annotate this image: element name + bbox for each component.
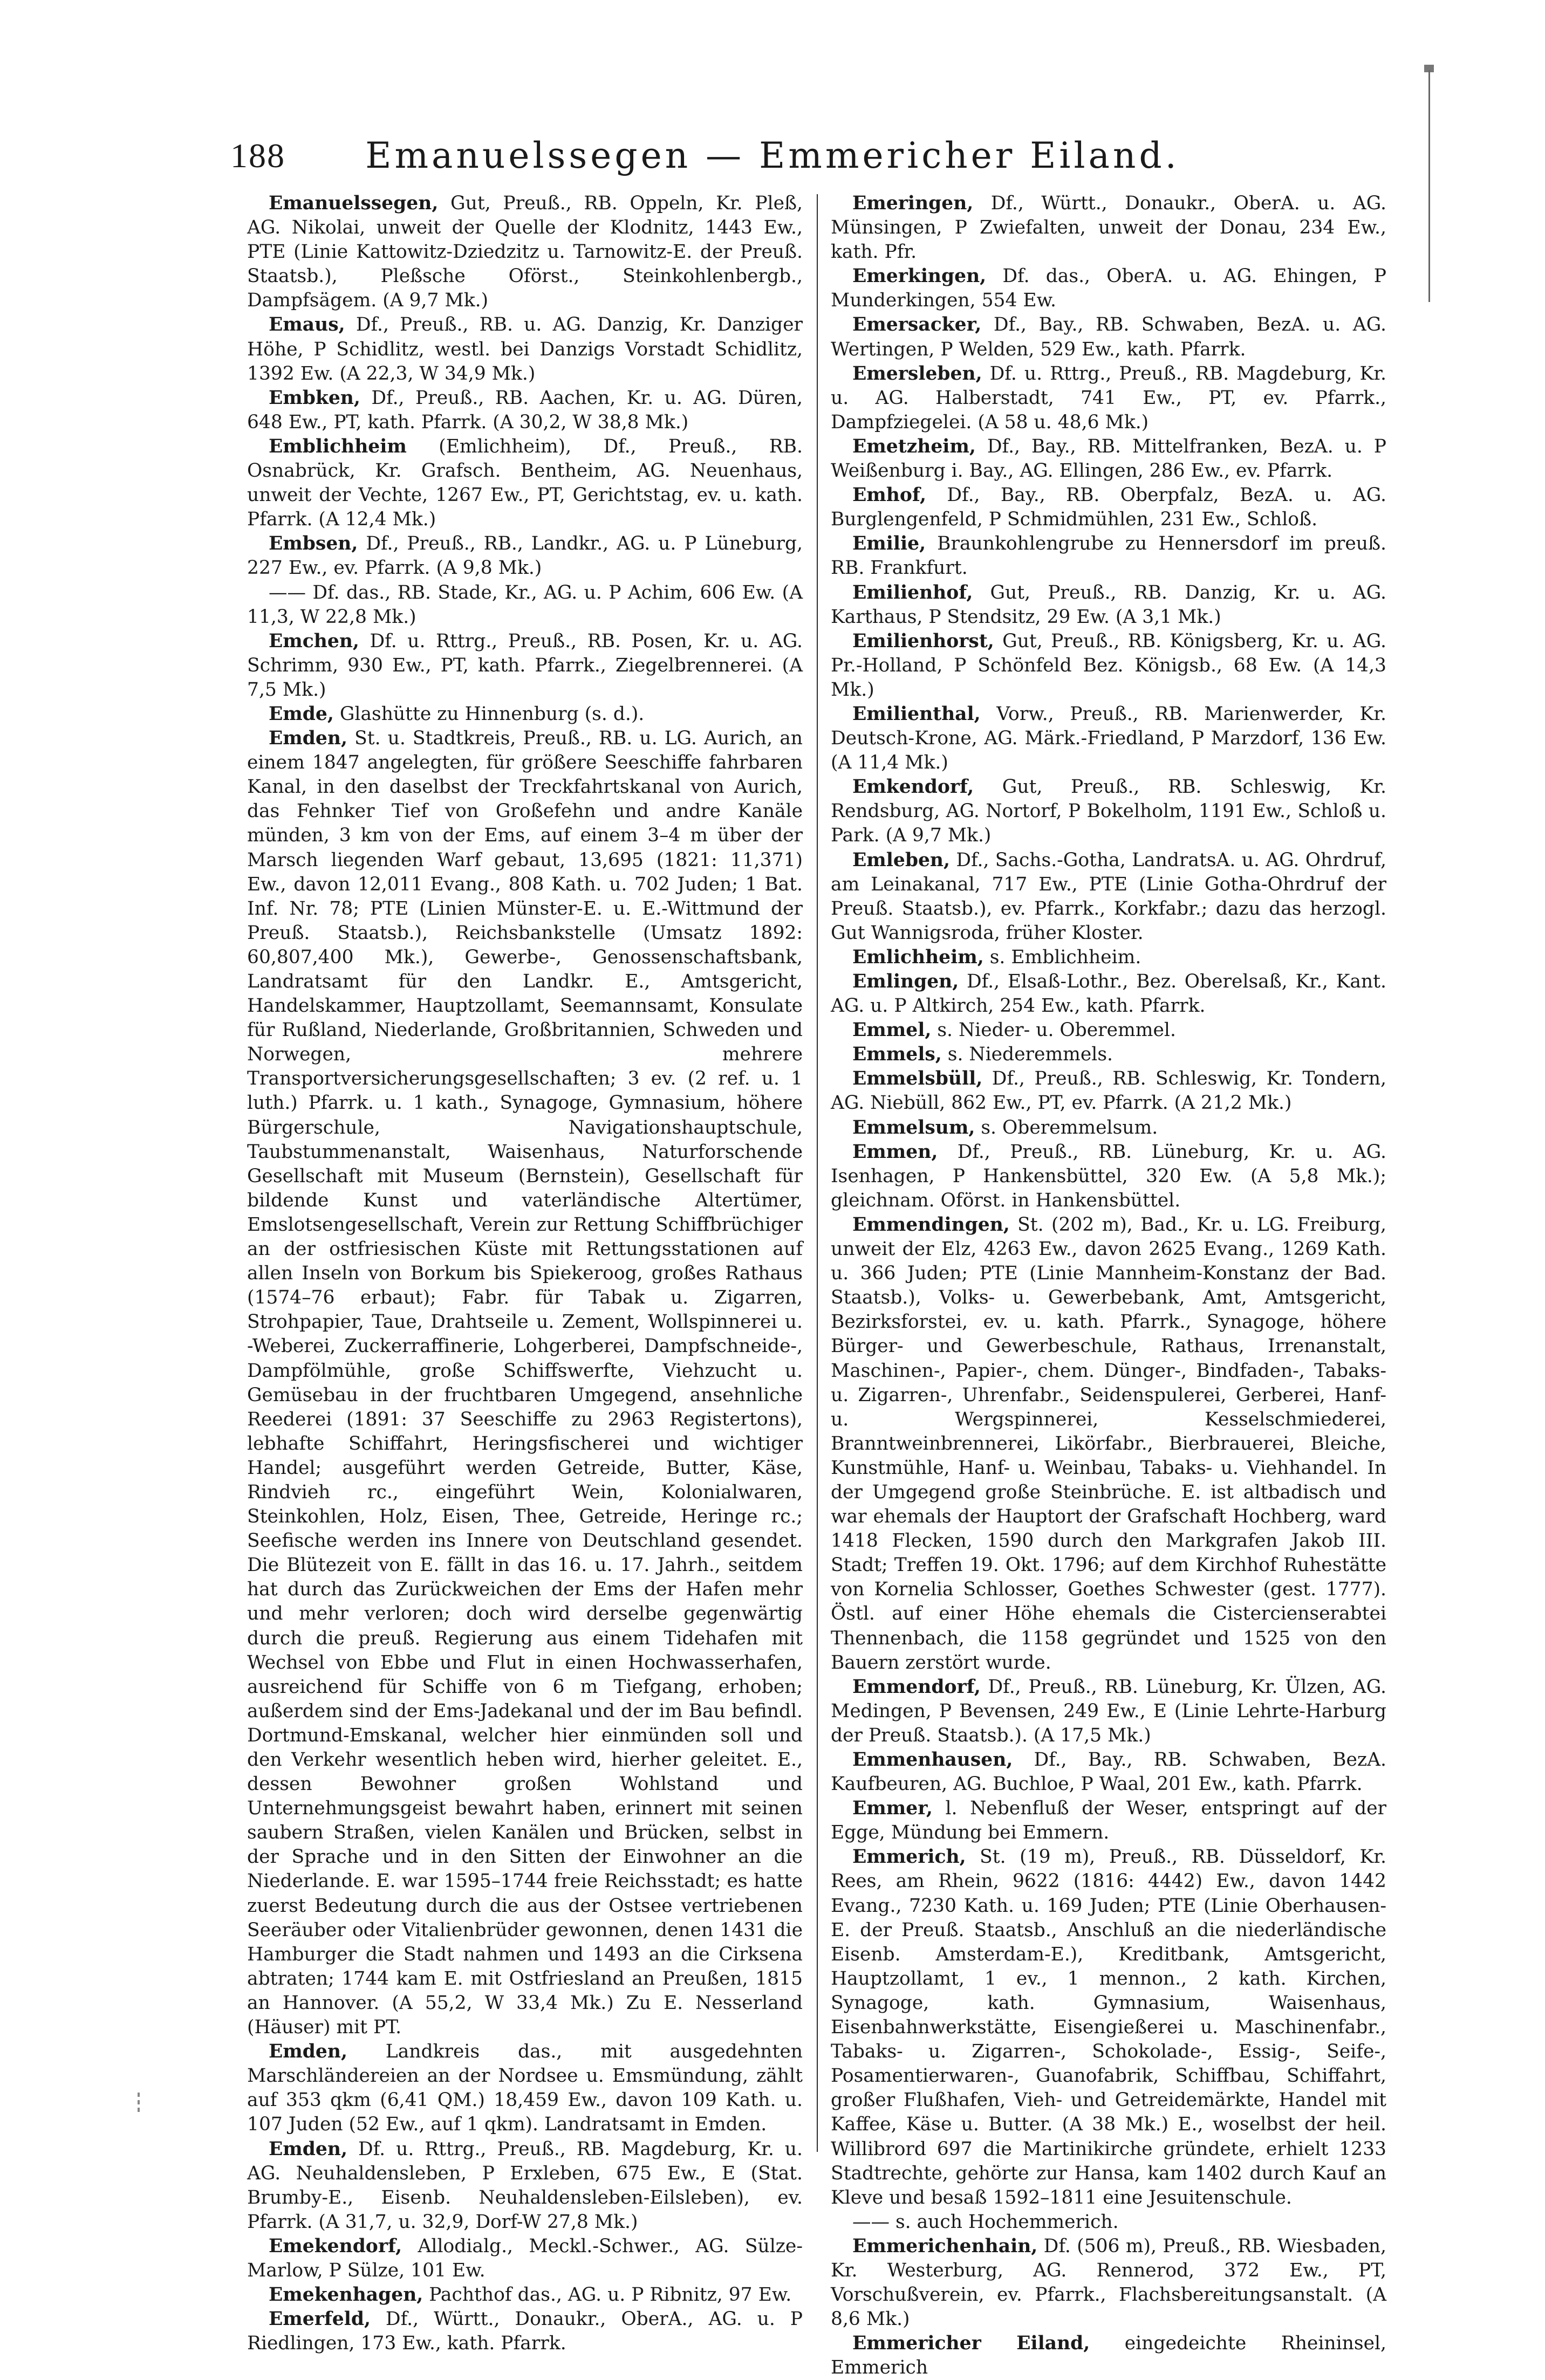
gazetteer-entry — [831, 1042, 1386, 1067]
entry-headword: Emerkingen, — [852, 265, 987, 287]
gazetteer-entry — [831, 2234, 1386, 2331]
entry-text: St. u. Stadtkreis, Preuß., RB. u. LG. Aurich, an einem 1847 angelegten, für größere Seeschiffe fahrbaren Kanal, in den daselbst der Treckfahrtskanal von Aurich, das Fehnker Tief von Großefehn und andre Kanäle münden, 3 km von der Ems, auf einem 3–4 m über der Marsch liegenden Warf gebaut, 13,695 (1821: 11,371) Ew., davon 12,011 Evang., 808 Kath. u. 702 Juden; 1 Bat. Inf. Nr. 78; PTE (Linien Münster-E. u. E.-Wittmund der Preuß. Staatsb.), Reichsbankstelle (Umsatz 1892: 60,807,400 Mk.), Gewerbe-, Genossenschaftsbank, Landratsamt für den Landkr. E., Amtsgericht, Handelskammer, Hauptzollamt, Seemannsamt, Konsulate für Rußland, Niederlande, Großbritannien, Schweden und Norwegen, mehrere Transportversicherungsgesellschaften; 3 ev. (2 ref. u. 1 luth.) Pfarrk. u. 1 kath., Synagoge, Gymnasium, höhere Bürgerschule, Navigationshauptschule, Taubstummenanstalt, Waisenhaus, Naturforschende Gesellschaft mit Museum (Bernstein), Gesellschaft für bildende Kunst und vaterländische Altertümer, Emslotsengesellschaft, Verein zur Rettung Schiffbrüchiger an der ostfriesischen Küste mit Rettungsstationen auf allen Inseln von Borkum bis Spiekeroog, großes Rathaus (1574–76 erbaut); Fabr. für Tabak u. Zigarren, Strohpapier, Taue, Drahtseile u. Zement, Wollspinnerei u. -Weberei, Zuckerraffinerie, Lohgerberei, Dampfschneide-, Dampfölmühle, große Schiffswerfte, Viehzucht u. Gemüsebau in der fruchtbaren Umgegend, ansehnliche Reederei (1891: 37 Seeschiffe zu 2963 Registertons), lebhafte Schiffahrt, Heringsfischerei und wichtiger Handel; ausgeführt werden Getreide, Butter, Käse, Rindvieh rc., eingeführt Wein, Kolonialwaren, Steinkohlen, Holz, Eisen, Thee, Getreide, Heringe rc.; Seefische werden ins Innere von Deutschland gesendet. Die Blütezeit von E. fällt in das 16. u. 17. Jahrh., seitdem hat durch das Zurückweichen der Ems der Hafen mehr und mehr verloren; doch wird derselbe gegenwärtig durch die preuß. Regierung aus einem Tidehafen mit Wechsel von Ebbe und Flut in einen Hochwasserhafen, ausreichend für Schiffe von 6 m Tiefgang, erhoben; außerdem sind der Ems-Jadekanal und der im Bau befindl. Dortmund-Emskanal, welcher hier einmünden soll und den Verkehr wesentlich heben wird, hierher geleitet. E., dessen Bewohner großen Wohlstand und Unternehmungsgeist bewahrt haben, erinnert mit seinen saubern Straßen, vielen Kanälen und Brücken, selbst in der Sprache und in den Sitten der Einwohner an die Niederlande. E. war 1595–1744 freie Reichsstadt; es hatte zuerst Bedeutung durch die aus der Ostsee vertriebenen Seeräuber oder Vitalienbrüder gewonnen, denen 1431 die Hamburger die Stadt nahmen und 1493 an die Cirksena abtraten; 1744 kam E. mit Ostfriesland an Preußen, 1815 an Hannover. (A 55,2, W 33,4 Mk.) Zu E. Nesserland (Häuser) mit PT. — [247, 728, 803, 2039]
entry-text: Df. u. Rttrg., Preuß., RB. Magdeburg, Kr. u. AG. Neuhaldensleben, P Erxleben, 675 Ew., E (Stat. Brumby-E., Eisenb. Neuhaldensleben-Eilsleben), ev. Pfarrk. (A 31,7, u. 32,9, Dorf-W 27,8 Mk.) — [247, 2138, 803, 2233]
entry-text: Df., Bay., RB. Mittelfranken, BezA. u. P Weißenburg i. Bay., AG. Ellingen, 286 Ew., ev. Pfarrk. — [831, 435, 1386, 482]
entry-text: (Emlichheim), Df., Preuß., RB. Osnabrück, Kr. Grafsch. Bentheim, AG. Neuenhaus, unweit der Vechte, 1267 Ew., PT, Gerichtstag, ev. u. kath. Pfarrk. (A 12,4 Mk.) — [247, 435, 803, 531]
entry-headword: Emden, — [269, 728, 347, 750]
gazetteer-entry — [831, 581, 1386, 629]
gazetteer-entry — [831, 702, 1386, 775]
gazetteer-entry — [831, 191, 1386, 264]
entry-text: Gut, Preuß., RB. Oppeln, Kr. Pleß, AG. Nikolai, unweit der Quelle der Klodnitz, 1443 Ew., PTE (Linie Kattowitz-Dziedzitz u. Tarnowitz-E. der Preuß. Staatsb.), Pleßsche Oförst., Steinkohlenbergb., Dampfsägem. (A 9,7 Mk.) — [247, 193, 803, 312]
entry-text: Df., Sachs.-Gotha, LandratsA. u. AG. Ohrdruf, am Leinakanal, 717 Ew., PTE (Linie Gotha-Ohrdruf der Preuß. Staatsb.), ev. Pfarrk., Korkfabr.; dazu das herzogl. Gut Wannigsroda, früher Kloster. — [831, 849, 1386, 944]
entry-text: Df., Preuß., RB., Landkr., AG. u. P Lüneburg, 227 Ew., ev. Pfarrk. (A 9,8 Mk.) — [247, 533, 803, 579]
page-number: 188 — [230, 136, 285, 175]
entry-text: Vorw., Preuß., RB. Marienwerder, Kr. Deutsch-Krone, AG. Märk.-Friedland, P Marzdorf, 136 Ew. (A 11,4 Mk.) — [831, 703, 1386, 774]
entry-text: Df., Württ., Donaukr., OberA., AG. u. P Riedlingen, 173 Ew., kath. Pfarrk. — [247, 2308, 803, 2355]
entry-headword: Emlingen, — [852, 971, 959, 992]
gazetteer-entry — [831, 1213, 1386, 1675]
gazetteer-entry — [247, 726, 803, 2040]
entry-headword: Emmels, — [852, 1044, 942, 1066]
entry-headword: Emilienhof, — [852, 581, 973, 603]
entry-headword: Emetzheim, — [852, 435, 976, 457]
gazetteer-entry — [247, 702, 803, 726]
entry-text: Df. das., OberA. u. AG. Ehingen, P Munderkingen, 554 Ew. — [831, 265, 1386, 312]
gazetteer-entry — [831, 1845, 1386, 2210]
entry-text: Landkreis das., mit ausgedehnten Marschländereien an der Nordsee u. Emsmündung, zählt auf 353 qkm (6,41 QM.) 18,459 Ew., davon 109 Kath. u. 107 Juden (52 Ew., auf 1 qkm). Landratsamt in Emden. — [247, 2041, 803, 2136]
gazetteer-entry — [831, 1018, 1386, 1042]
gazetteer-entry — [247, 191, 803, 313]
gazetteer-entry — [831, 435, 1386, 483]
entry-headword: Emmelsbüll, — [852, 1068, 983, 1090]
entry-headword: Emmen, — [852, 1141, 938, 1163]
entry-headword: Emmerichenhain, — [852, 2235, 1038, 2257]
gazetteer-entry — [247, 2137, 803, 2234]
left-column — [247, 191, 803, 2356]
gazetteer-entry — [247, 386, 803, 435]
entry-text: Gut, Preuß., RB. Danzig, Kr. u. AG. Karthaus, P Stendsitz, 29 Ew. (A 3,1 Mk.) — [831, 581, 1386, 628]
entry-headword: Emmel, — [852, 1019, 932, 1041]
margin-tack-mark — [1424, 54, 1434, 307]
entry-text: —— s. auch Hochemmerich. — [852, 2211, 1119, 2233]
gazetteer-entry — [831, 1796, 1386, 1845]
entry-text: Df., Preuß., RB. Lüneburg, Kr. Ülzen, AG. Medingen, P Bevensen, 249 Ew., E (Linie Lehrte-Harburg der Preuß. Staatsb.). (A 17,5 Mk.) — [831, 1676, 1386, 1746]
running-head: Emanuelssegen — Emmericher Eiland. — [365, 135, 1180, 176]
entry-text: St. (19 m), Preuß., RB. Düsseldorf, Kr. Rees, am Rhein, 9622 (1816: 4442) Ew., davon 1442 Evang., 7230 Kath. u. 169 Juden; PTE (Linie Oberhausen-E. der Preuß. Staatsb., Anschluß an die niederländische Eisenb. Amsterdam-E.), Kreditbank, Amtsgericht, Hauptzollamt, 1 ev., 1 mennon., 2 kath. Kirchen, Synagoge, kath. Gymnasium, Waisenhaus, Eisenbahnwerkstätte, Eisengießerei u. Maschinenfabr., Tabaks- u. Zigarren-, Schokolade-, Essig-, Seife-, Posamentierwaren-, Guanofabrik, Schiffbau, Schiffahrt, großer Flußhafen, Vieh- und Getreidemärkte, Handel mit Kaffee, Käse u. Butter. (A 38 Mk.) E., woselbst der heil. Willibrord 697 die Martinikirche gründete, erhielt 1233 Stadtrechte, gehörte zur Hansa, kam 1402 durch Kauf an Kleve und besaß 1592–1811 eine Jesuitenschule. — [831, 1846, 1386, 2208]
entry-text: Gut, Preuß., RB. Königsberg, Kr. u. AG. Pr.-Holland, P Schönfeld Bez. Königsb., 68 Ew. (A 14,3 Mk.) — [831, 630, 1386, 701]
entry-text: St. (202 m), Bad., Kr. u. LG. Freiburg, unweit der Elz, 4263 Ew., davon 2625 Evang., 1269 Kath. u. 366 Juden; PTE (Linie Mannheim-Konstanz der Bad. Staatsb.), Volks- u. Gewerbebank, Amt, Amtsgericht, Bezirksforstei, ev. u. kath. Pfarrk., Synagoge, höhere Bürger- und Gewerbeschule, Rathaus, Irrenanstalt, Maschinen-, Papier-, chem. Dünger-, Bindfaden-, Tabaks- u. Zigarren-, Uhrenfabr., Seidenspulerei, Gerberei, Hanf- u. Wergspinnerei, Kesselschmiederei, Branntweinbrennerei, Likörfabr., Bierbrauerei, Bleiche, Kunstmühle, Hanf- u. Weinbau, Tabaks- u. Viehhandel. In der Umgegend große Steinbrüche. E. ist altbadisch und war ehemals der Hauptort der Grafschaft Hochberg, ward 1418 Flecken, 1590 durch den Markgrafen Jakob III. Stadt; Treffen 19. Okt. 1796; auf dem Kirchhof Ruhestätte von Kornelia Schlosser, Goethes Schwester (gest. 1777). Östl. auf einer Höhe ehemals die Cistercienserabtei Thennenbach, die 1158 gegründet und 1525 von den Bauern zerstört wurde. — [831, 1213, 1386, 1673]
gazetteer-entry — [831, 629, 1386, 702]
entry-text: Braunkohlengrube zu Hennersdorf im preuß. RB. Frankfurt. — [831, 533, 1386, 579]
scan-speck — [138, 2100, 140, 2104]
column-divider — [817, 194, 818, 2152]
entry-text: Df., Elsaß-Lothr., Bez. Oberelsaß, Kr., Kant. AG. u. P Altkirch, 254 Ew., kath. Pfarrk. — [831, 971, 1386, 1017]
entry-text: s. Oberemmelsum. — [975, 1116, 1158, 1138]
entry-headword: Emmendingen, — [852, 1213, 1010, 1236]
entry-headword: Emhof, — [852, 484, 926, 506]
gazetteer-entry — [831, 313, 1386, 361]
scan-speck-marks — [136, 2093, 141, 2115]
gazetteer-entry — [247, 2234, 803, 2283]
entry-text: Df., Württ., Donaukr., OberA. u. AG. Münsingen, P Zwiefalten, unweit der Donau, 234 Ew., kath. Pfr. — [831, 193, 1386, 263]
entry-headword: Emmerich, — [852, 1846, 966, 1868]
entry-headword: Emilienthal, — [852, 703, 981, 725]
entry-text: Df. u. Rttrg., Preuß., RB. Posen, Kr. u. AG. Schrimm, 930 Ew., PT, kath. Pfarrk., Ziegelbrennerei. (A 7,5 Mk.) — [247, 630, 803, 701]
entry-headword: Emerfeld, — [269, 2308, 371, 2330]
entry-headword: Emmelsum, — [852, 1116, 975, 1138]
gazetteer-entry — [247, 2307, 803, 2356]
gazetteer-entry — [831, 1140, 1386, 1213]
gazetteer-entry — [247, 313, 803, 386]
entry-headword: Embken, — [269, 387, 360, 409]
gazetteer-entry — [831, 483, 1386, 532]
entry-headword: Emersleben, — [852, 362, 982, 385]
gazetteer-entry — [831, 1116, 1386, 1140]
entry-headword: Emblichheim — [269, 435, 407, 457]
margin-tack-stem — [1428, 70, 1430, 302]
gazetteer-entry — [831, 2331, 1386, 2380]
entry-headword: Emlichheim, — [852, 946, 984, 968]
entry-headword: Embsen, — [269, 533, 358, 555]
entry-headword: Emden, — [269, 2041, 347, 2063]
entry-headword: Emilie, — [852, 533, 926, 555]
gazetteer-entry — [831, 848, 1386, 945]
entry-headword: Emmendorf, — [852, 1676, 981, 1698]
entry-headword: Emmenhausen, — [852, 1749, 1013, 1771]
scan-speck — [138, 2093, 140, 2097]
entry-headword: Emersacker, — [852, 314, 982, 336]
entry-headword: Emkendorf, — [852, 776, 974, 798]
gazetteer-entry — [247, 581, 803, 629]
entry-headword: Emden, — [269, 2138, 347, 2160]
entry-text: Df., Preuß., RB. Schleswig, Kr. Tondern, AG. Niebüll, 862 Ew., PT, ev. Pfarrk. (A 21,2 Mk.) — [831, 1068, 1386, 1114]
entry-headword: Emanuelssegen, — [269, 193, 439, 214]
entry-text: Pachthof das., AG. u. P Ribnitz, 97 Ew. — [423, 2284, 792, 2306]
gazetteer-entry — [831, 970, 1386, 1018]
entry-headword: Emekendorf, — [269, 2235, 402, 2257]
gazetteer-entry — [831, 1067, 1386, 1115]
gazetteer-entry — [831, 2210, 1386, 2234]
gazetteer-entry — [247, 2040, 803, 2137]
gazetteer-entry — [247, 532, 803, 580]
gazetteer-entry — [831, 1748, 1386, 1796]
entry-headword: Emilienhorst, — [852, 630, 994, 652]
entry-text: —— Df. das., RB. Stade, Kr., AG. u. P Achim, 606 Ew. (A 11,3, W 22,8 Mk.) — [247, 581, 803, 628]
entry-text: Df., Bay., RB. Schwaben, BezA. u. AG. Wertingen, P Welden, 529 Ew., kath. Pfarrk. — [831, 314, 1386, 360]
entry-text: Df. (506 m), Preuß., RB. Wiesbaden, Kr. Westerburg, AG. Rennerod, 372 Ew., PT, Vorschußverein, ev. Pfarrk., Flachsbereitungsanstalt. (A 8,6 Mk.) — [831, 2235, 1386, 2330]
entry-text: Allodialg., Meckl.-Schwer., AG. Sülze-Marlow, P Sülze, 101 Ew. — [247, 2235, 803, 2281]
entry-text: s. Niederemmels. — [941, 1044, 1113, 1066]
entry-text: Df., Bay., RB. Oberpfalz, BezA. u. AG. Burglengenfeld, P Schmidmühlen, 231 Ew., Schloß. — [831, 484, 1386, 531]
entry-text: eingedeichte Rheininsel, Emmerich — [831, 2333, 1386, 2379]
gazetteer-entry — [831, 775, 1386, 848]
entry-headword: Emleben, — [852, 849, 951, 871]
gazetteer-entry — [831, 945, 1386, 970]
entry-text: Df., Preuß., RB. Aachen, Kr. u. AG. Düren, 648 Ew., PT, kath. Pfarrk. (A 30,2, W 38,8 Mk.) — [247, 387, 803, 433]
gazetteer-entry — [831, 362, 1386, 435]
entry-text: s. Emblichheim. — [983, 946, 1141, 968]
entry-headword: Emchen, — [269, 630, 359, 652]
entry-headword: Emekenhagen, — [269, 2284, 423, 2306]
entry-text: l. Nebenfluß der Weser, entspringt auf der Egge, Mündung bei Emmern. — [831, 1798, 1386, 1844]
scan-speck — [138, 2108, 140, 2112]
right-column — [831, 191, 1386, 2380]
entry-text: Df., Bay., RB. Schwaben, BezA. Kaufbeuren, AG. Buchloe, P Waal, 201 Ew., kath. Pfarrk. — [831, 1749, 1386, 1795]
entry-text: Df. u. Rttrg., Preuß., RB. Magdeburg, Kr. u. AG. Halberstadt, 741 Ew., PT, ev. Pfarrk., Dampfziegelei. (A 58 u. 48,6 Mk.) — [831, 362, 1386, 433]
gazetteer-entry — [831, 1675, 1386, 1748]
entry-text: Glashütte zu Hinnenburg (s. d.). — [333, 703, 645, 725]
gazetteer-entry — [831, 532, 1386, 580]
entry-headword: Emde, — [269, 703, 334, 725]
gazetteer-entry — [247, 2283, 803, 2307]
entry-headword: Emaus, — [269, 314, 345, 336]
entry-headword: Emmer, — [852, 1798, 933, 1820]
gazetteer-entry — [247, 435, 803, 532]
gazetteer-entry — [831, 264, 1386, 313]
entry-headword: Emmericher Eiland, — [852, 2333, 1090, 2355]
entry-text: Df., Preuß., RB. u. AG. Danzig, Kr. Danziger Höhe, P Schidlitz, westl. bei Danzigs Vorstadt Schidlitz, 1392 Ew. (A 22,3, W 34,9 Mk.) — [247, 314, 803, 385]
entry-text: Gut, Preuß., RB. Schleswig, Kr. Rendsburg, AG. Nortorf, P Bokelholm, 1191 Ew., Schloß u. Park. (A 9,7 Mk.) — [831, 776, 1386, 847]
entry-text: s. Nieder- u. Oberemmel. — [931, 1019, 1176, 1041]
entry-headword: Emeringen, — [852, 193, 974, 214]
entry-text: Df., Preuß., RB. Lüneburg, Kr. u. AG. Isenhagen, P Hankensbüttel, 320 Ew. (A 5,8 Mk.); gleichnam. Oförst. in Hankensbüttel. — [831, 1141, 1386, 1211]
gazetteer-entry — [247, 629, 803, 702]
